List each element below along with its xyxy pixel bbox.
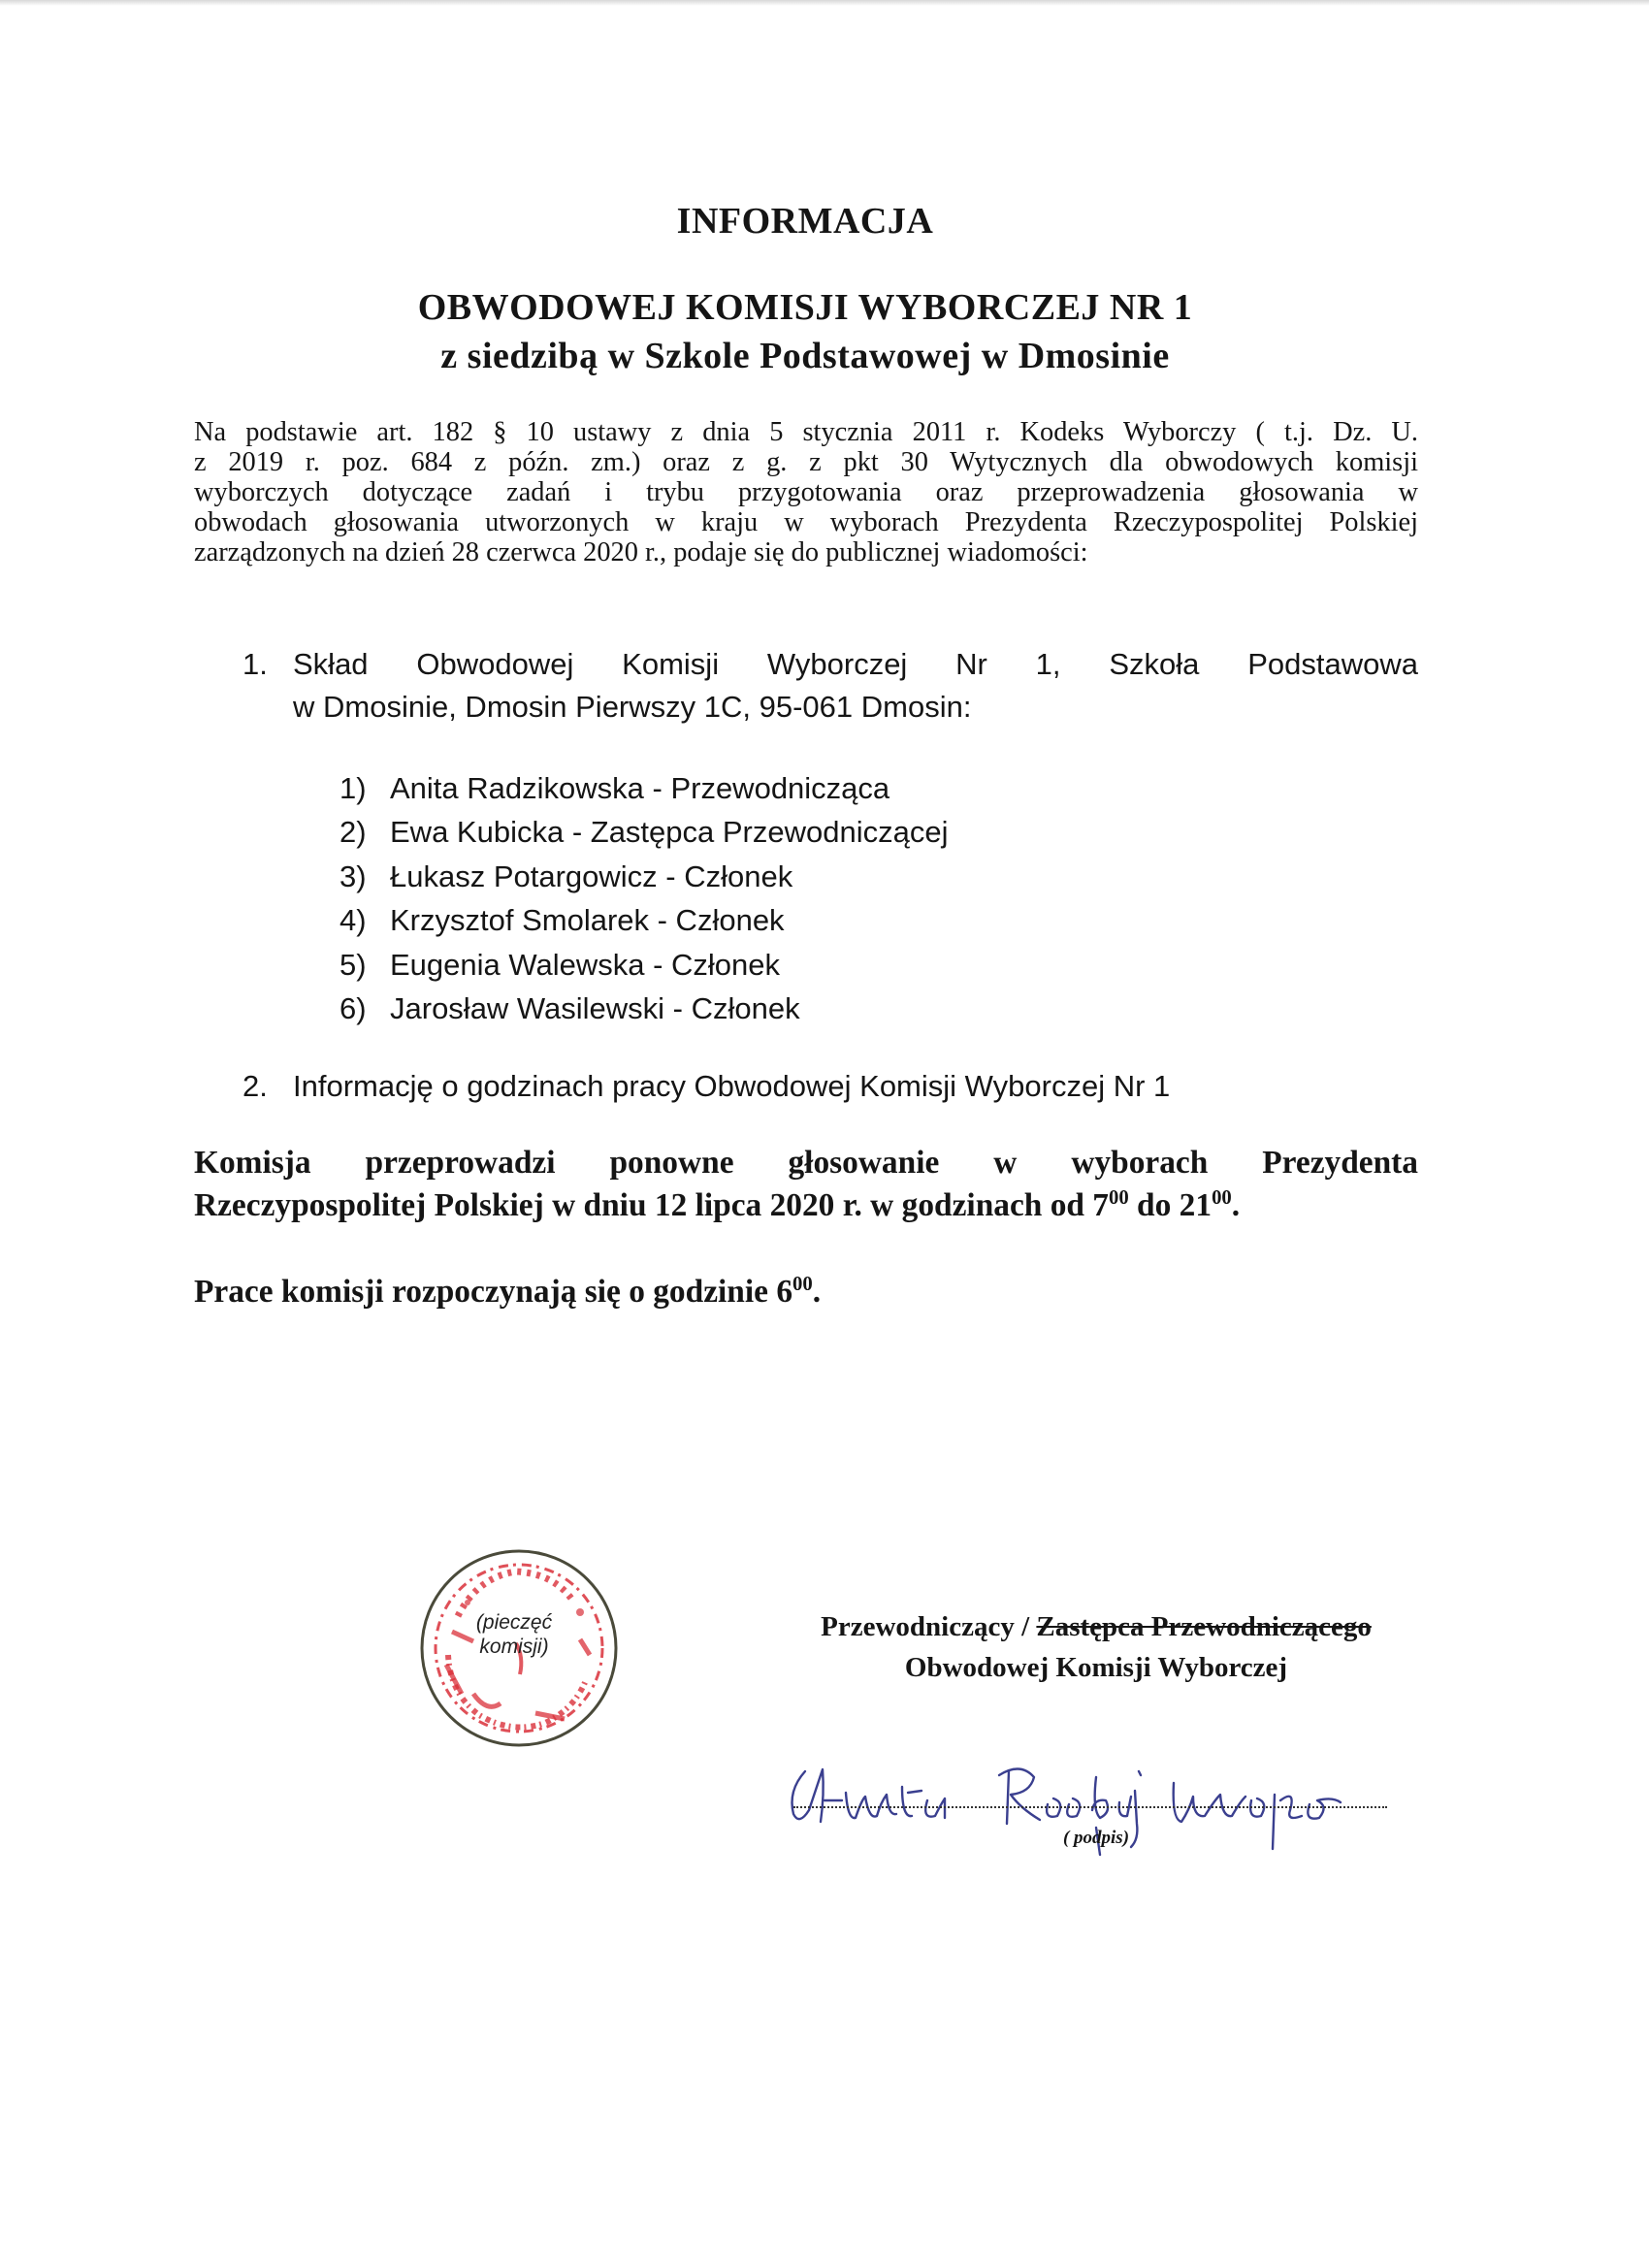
voting-line: Komisja przeprowadzi ponowne głosowanie w wyborach Prezydenta (194, 1145, 1418, 1181)
hour-from-minutes: 00 (1109, 1187, 1129, 1209)
role-active: Przewodniczący / (821, 1611, 1030, 1642)
role-struck: Zastępca Przewodniczącego (1036, 1611, 1372, 1642)
voting-line (194, 1184, 1418, 1227)
member-name: Anita Radzikowska - Przewodnicząca (390, 771, 890, 805)
item-text: Informację o godzinach pracy Obwodowej Komisji Wyborczej Nr 1 (293, 1069, 1171, 1103)
member-item (340, 943, 948, 987)
member-item (340, 810, 948, 854)
item-text (293, 643, 1418, 729)
member-number: 3) (340, 859, 367, 893)
work-start-end: . (812, 1274, 822, 1310)
signature-block (747, 1606, 1445, 1688)
member-name: Łukasz Potargowicz - Członek (390, 859, 793, 893)
scan-edge (0, 0, 1649, 6)
voting-end: . (1231, 1187, 1241, 1223)
hour-to-minutes: 00 (1212, 1187, 1232, 1209)
signature-caption: ( podpis) (1062, 1828, 1130, 1848)
member-number: 4) (340, 903, 367, 938)
work-start-text: Prace komisji rozpoczynają się o godzinie 6 (194, 1274, 793, 1310)
item-number: 2. (242, 1069, 268, 1103)
member-item (340, 766, 948, 810)
intro-line: zarządzonych na dzień 28 czerwca 2020 r., podaje się do publicznej wiadomości: (194, 537, 1088, 567)
member-number: 2) (340, 815, 367, 850)
item-number: 1. (242, 647, 268, 681)
stamp-label (456, 1610, 572, 1659)
intro-line: z 2019 r. poz. 684 z późn. zm.) oraz z g. z pkt 30 Wytycznych dla obwodowych komisji (194, 447, 1418, 477)
member-number: 1) (340, 771, 367, 805)
member-name: Eugenia Walewska - Członek (390, 947, 781, 982)
item-line: Skład Obwodowej Komisji Wyborczej Nr 1, Szkoła Podstawowa (293, 647, 1418, 681)
list-item-composition (242, 643, 1418, 729)
intro-paragraph (194, 417, 1418, 567)
work-start-minutes: 00 (792, 1274, 813, 1295)
voting-to-text: do 21 (1128, 1187, 1212, 1223)
member-name: Ewa Kubicka - Zastępca Przewodniczącej (390, 815, 949, 850)
commission-seat: z siedzibą w Szkole Podstawowej w Dmosinie (440, 336, 1170, 376)
member-item (340, 987, 948, 1030)
intro-line: Na podstawie art. 182 § 10 ustawy z dnia 5 stycznia 2011 r. Kodeks Wyborczy ( t.j. Dz. U. (194, 417, 1418, 447)
commission-heading: OBWODOWEJ KOMISJI WYBORCZEJ NR 1 (417, 287, 1193, 328)
intro-line: obwodach głosowania utworzonych w kraju w wyborach Prezydenta Rzeczypospolitej Polskiej (194, 507, 1418, 537)
item-line: w Dmosinie, Dmosin Pierwszy 1C, 95-061 Dmosin: (293, 690, 972, 724)
member-item (340, 898, 948, 942)
member-name: Krzysztof Smolarek - Członek (390, 903, 785, 938)
intro-line: wyborczych dotyczące zadań i trybu przygotowania oraz przeprowadzenia głosowania w (194, 477, 1418, 507)
member-number: 5) (340, 947, 367, 982)
signatory-role (747, 1606, 1445, 1647)
stamp-label-line: komisji) (479, 1636, 549, 1658)
list-item-hours (242, 1065, 1170, 1108)
signature-dotted-line (793, 1806, 1387, 1808)
stamp-label-line: (pieczęć (475, 1611, 553, 1634)
voting-hours-paragraph (194, 1142, 1418, 1227)
member-number: 6) (340, 991, 367, 1026)
voting-line-text: Rzeczypospolitej Polskiej w dniu 12 lipca 2020 r. w godzinach od 7 (194, 1187, 1110, 1223)
signatory-commission: Obwodowej Komisji Wyborczej (904, 1652, 1288, 1683)
document-title: INFORMACJA (676, 201, 934, 242)
member-name: Jarosław Wasilewski - Członek (390, 991, 800, 1026)
members-list (340, 766, 948, 1030)
member-item (340, 855, 948, 898)
work-start-paragraph (194, 1271, 1418, 1313)
